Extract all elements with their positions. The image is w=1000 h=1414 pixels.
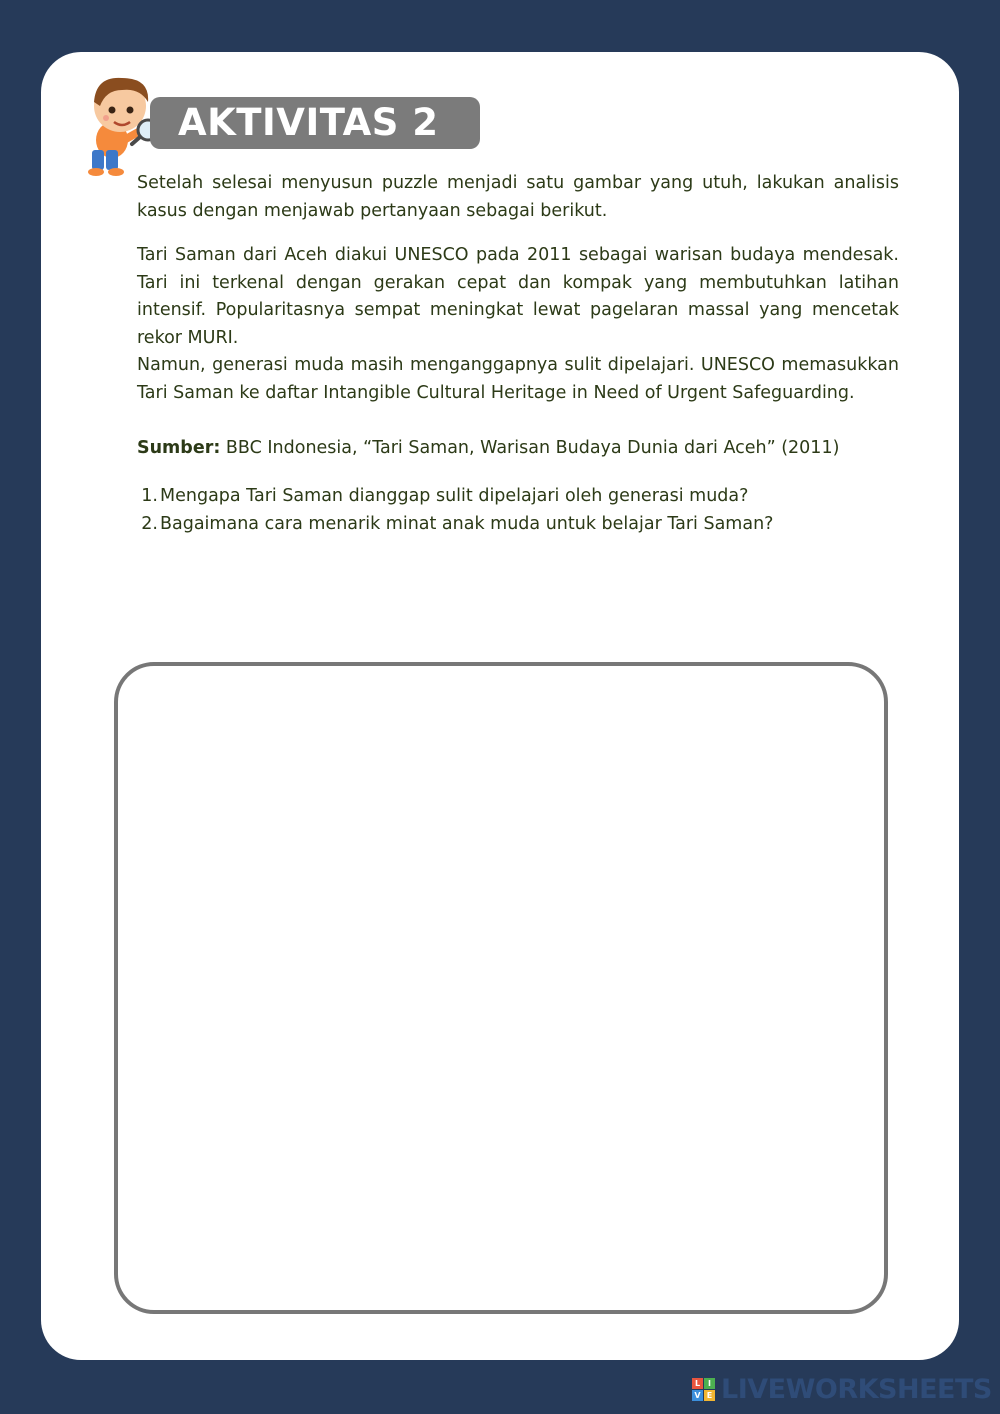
question-item [137, 510, 907, 538]
logo-letter-v: V [692, 1390, 703, 1401]
logo-grid-icon [692, 1378, 715, 1401]
answer-box[interactable] [114, 662, 888, 1314]
question-list [137, 482, 907, 538]
logo-text: LIVEWORKSHEETS [721, 1373, 992, 1405]
question-number: 1. [141, 486, 158, 506]
source-citation [137, 435, 917, 463]
logo-letter-i: I [704, 1378, 715, 1389]
question-number: 2. [141, 514, 158, 534]
source-label: Sumber: [137, 438, 221, 458]
case-paragraph-2: Namun, generasi muda masih menganggapnya sulit dipelajari. UNESCO memasukkan Tari Saman ke daftar Intangible Cultural Heritage in Need of Urgent Safeguarding. [137, 355, 899, 403]
instruction-text: Setelah selesai menyusun puzzle menjadi satu gambar yang utuh, lakukan analisis kasus dengan menjawab pertanyaan sebagai berikut. [137, 173, 899, 221]
case-paragraph-1: Tari Saman dari Aceh diakui UNESCO pada 2011 sebagai warisan budaya mendesak. Tari ini terkenal dengan gerakan cepat dan kompak yang membutuhkan latihan intensif. Popularitasnya sempat meningkat lewat pagelaran massal yang mencetak rekor MURI. [137, 245, 899, 348]
source-text: BBC Indonesia, “Tari Saman, Warisan Budaya Dunia dari Aceh” (2011) [220, 438, 840, 458]
liveworksheets-logo [692, 1373, 992, 1405]
question-text: Mengapa Tari Saman dianggap sulit dipelajari oleh generasi muda? [160, 486, 749, 506]
question-text: Bagaimana cara menarik minat anak muda untuk belajar Tari Saman? [160, 514, 774, 534]
activity-title: AKTIVITAS 2 [178, 101, 439, 144]
question-item [137, 482, 907, 510]
logo-letter-e: E [704, 1390, 715, 1401]
logo-letter-l: L [692, 1378, 703, 1389]
